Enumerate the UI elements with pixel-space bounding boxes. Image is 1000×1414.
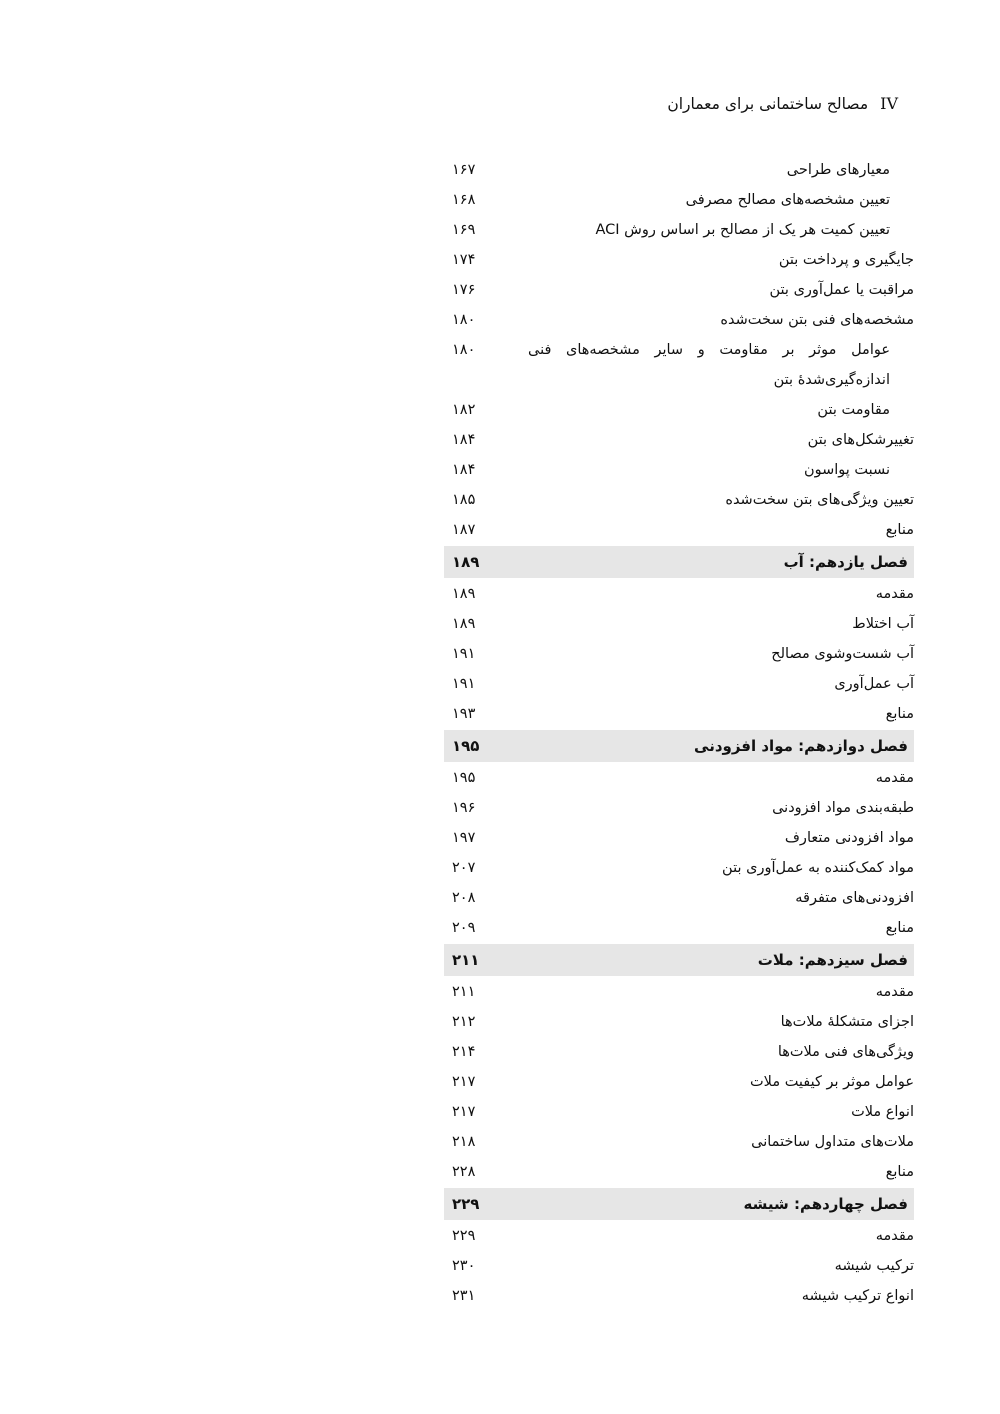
toc-entry-row[interactable] [444,395,914,425]
toc-entry-page: ۲۳۱ [452,1288,476,1304]
toc-entry-page: ۲۲۹ [452,1195,480,1213]
toc-entry-page: ۱۹۳ [452,706,476,722]
toc-chapter-row[interactable] [444,1188,914,1220]
toc-entry-row[interactable] [444,1221,914,1251]
toc-entry-row[interactable] [444,793,914,823]
toc-entry-row[interactable] [444,763,914,793]
toc-entry-page: ۱۸۵ [452,492,476,508]
toc-entry-page: ۱۹۵ [452,737,480,755]
toc-entry-page: ۱۹۷ [452,830,476,846]
toc-entry-page: ۱۹۵ [452,770,476,786]
toc-entry-title: مقدمه [875,1228,914,1244]
toc-entry-page: ۱۶۹ [452,222,476,238]
toc-entry-page: ۲۱۴ [452,1044,476,1060]
toc-entry-title: تعیین ویژگی‌های بتن سخت‌شده [725,492,914,508]
toc-entry-page: ۱۸۷ [452,522,476,538]
toc-entry-page: ۲۱۷ [452,1104,476,1120]
toc-entry-page: ۱۶۷ [452,162,476,178]
toc-entry-row[interactable] [444,977,914,1007]
running-head [667,94,898,113]
toc-entry-page: ۱۸۴ [452,432,476,448]
toc-entry-title: اجزای متشکلۀ ملات‌ها [780,1014,914,1030]
toc-entry-row[interactable] [444,669,914,699]
toc-entry-page: ۲۱۱ [452,951,480,969]
toc-entry-page: ۲۳۰ [452,1258,476,1274]
toc-entry-page: ۲۱۸ [452,1134,476,1150]
toc-entry-page: ۲۲۹ [452,1228,476,1244]
toc-entry-title: انواع ملات [851,1104,914,1120]
toc-entry-row[interactable] [444,185,914,215]
toc-entry-row[interactable] [444,335,914,395]
toc-entry-page: ۱۸۹ [452,553,480,571]
toc-entry-title: طبقه‌بندی مواد افزودنی [772,800,914,816]
toc-entry-row[interactable] [444,1127,914,1157]
book-title: مصالح ساختمانی برای معماران [667,95,869,113]
toc-entry-page: ۱۸۰ [452,312,476,328]
toc-entry-row[interactable] [444,579,914,609]
toc-entry-page: ۱۹۱ [452,646,476,662]
toc-entry-title: مقدمه [875,770,914,786]
toc-entry-page: ۱۸۰ [452,342,476,358]
toc-entry-page: ۱۹۱ [452,676,476,692]
toc-entry-row[interactable] [444,1037,914,1067]
toc-entry-page: ۲۲۸ [452,1164,476,1180]
toc-entry-row[interactable] [444,1251,914,1281]
toc-entry-title: فصل یازدهم: آب [783,553,908,571]
toc-entry-title: معیارهای طراحی [786,162,890,178]
toc-entry-title: عوامل موثر بر مقاومت و سایر مشخصه‌های فنی اندازه‌گیری‌شدۀ بتن [528,342,890,388]
toc-entry-title: مقدمه [875,586,914,602]
toc-entry-row[interactable] [444,853,914,883]
toc-entry-row[interactable] [444,1007,914,1037]
toc-entry-row[interactable] [444,1067,914,1097]
toc-entry-title: مواد افزودنی متعارف [784,830,914,846]
toc-entry-title: افزودنی‌های متفرقه [795,890,914,906]
toc-entry-title: تغییرشکل‌های بتن [807,432,914,448]
toc-entry-row[interactable] [444,639,914,669]
toc-entry-title: فصل چهاردهم: شیشه [743,1195,908,1213]
toc-entry-title: منابع [885,706,914,722]
table-of-contents [444,155,914,1311]
toc-entry-row[interactable] [444,155,914,185]
toc-entry-title: فصل دوازدهم: مواد افزودنی [694,737,908,755]
toc-entry-title: نسبت پواسون [803,462,890,478]
toc-entry-title: مشخصه‌های فنی بتن سخت‌شده [720,312,914,328]
toc-entry-page: ۲۰۸ [452,890,476,906]
toc-entry-row[interactable] [444,275,914,305]
toc-entry-row[interactable] [444,699,914,729]
toc-entry-title: تعیین مشخصه‌های مصالح مصرفی [685,192,890,208]
toc-entry-row[interactable] [444,485,914,515]
toc-entry-title: ملات‌های متداول ساختمانی [751,1134,914,1150]
toc-entry-title: عوامل موثر بر کیفیت ملات [750,1074,914,1090]
toc-entry-page: ۱۸۴ [452,462,476,478]
toc-entry-page: ۲۱۱ [452,984,476,1000]
toc-entry-title: مقاومت بتن [817,402,890,418]
toc-entry-row[interactable] [444,823,914,853]
toc-entry-row[interactable] [444,609,914,639]
toc-entry-row[interactable] [444,1157,914,1187]
toc-entry-title: انواع ترکیب شیشه [801,1288,914,1304]
toc-entry-title: فصل سیزدهم: ملات [757,951,908,969]
toc-entry-page: ۲۱۷ [452,1074,476,1090]
page-number: IV [880,94,898,113]
toc-entry-title: ترکیب شیشه [834,1258,914,1274]
toc-entry-row[interactable] [444,245,914,275]
toc-entry-row[interactable] [444,1097,914,1127]
toc-entry-page: ۲۰۷ [452,860,476,876]
toc-entry-row[interactable] [444,913,914,943]
toc-entry-title: مراقبت یا عمل‌آوری بتن [769,282,914,298]
toc-entry-title: آب عمل‌آوری [834,676,914,692]
toc-entry-page: ۱۸۲ [452,402,476,418]
toc-entry-page: ۲۰۹ [452,920,476,936]
toc-entry-title: منابع [885,1164,914,1180]
toc-entry-title: ویژگی‌های فنی ملات‌ها [777,1044,914,1060]
toc-entry-page: ۱۸۹ [452,616,476,632]
toc-entry-row[interactable] [444,455,914,485]
toc-chapter-row[interactable] [444,944,914,976]
toc-entry-title: تعیین کمیت هر یک از مصالح بر اساس روش ACI [595,222,890,238]
toc-entry-title: جایگیری و پرداخت بتن [778,252,914,268]
toc-chapter-row[interactable] [444,730,914,762]
toc-chapter-row[interactable] [444,546,914,578]
toc-entry-row[interactable] [444,515,914,545]
toc-entry-page: ۲۱۲ [452,1014,476,1030]
toc-entry-title: آب شست‌وشوی مصالح [771,646,914,662]
toc-entry-row[interactable] [444,883,914,913]
toc-entry-page: ۱۷۴ [452,252,476,268]
toc-entry-row[interactable] [444,425,914,455]
toc-entry-row[interactable] [444,305,914,335]
toc-entry-title: منابع [885,522,914,538]
toc-entry-title: منابع [885,920,914,936]
toc-entry-page: ۱۷۶ [452,282,476,298]
toc-entry-page: ۱۸۹ [452,586,476,602]
toc-entry-row[interactable] [444,215,914,245]
toc-entry-page: ۱۹۶ [452,800,476,816]
toc-entry-title: مقدمه [875,984,914,1000]
toc-entry-title: آب اختلاط [852,616,914,632]
toc-entry-title: مواد کمک‌کننده به عمل‌آوری بتن [722,860,914,876]
toc-entry-page: ۱۶۸ [452,192,476,208]
toc-entry-row[interactable] [444,1281,914,1311]
